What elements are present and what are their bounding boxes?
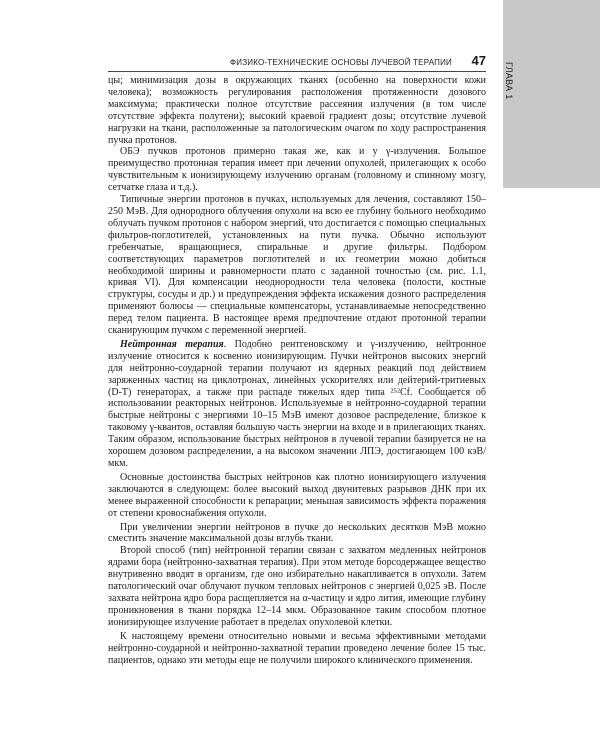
term-heading: Нейтронная терапия — [120, 338, 224, 350]
paragraph: К настоящему времени относительно новыми и весьма эффективными методами нейтронно-соударной и нейтронно-захватной терапии проведено лечение более 15 тыс. пациентов, однако эти методы еще не получили широкого клинического применения. — [108, 630, 486, 666]
chapter-tab — [503, 0, 600, 188]
paragraph-neutron-therapy: Нейтронная терапия. Подобно рентгеновскому и γ-излучению, нейтронное излучение относится к косвенно ионизирующим. Пучки нейтронов высоких энергий для нейтронно-соударной терапии получают из ядерных реакций под действием заряженных частиц на циклотронах, линейных ускорителях или дейтерий-тритиевых (D-T) генераторах, а также при распаде тяжелых ядер типа ²⁵²Cf. Сообщается об использовании реакторных нейтронов. Используемые в нейтронно-соударной терапии быстрые нейтроны с энергиями 10–15 МэВ имеют дозовое распределение, близкое к таковому γ-квантов, оставляя большую часть энергии на входе и в прилегающих тканях. Таким образом, использование быстрых нейтронов в лучевой терапии базируется не на хорошем дозовом распределении, а на высоком значении ЛПЭ, достигающем 100 кэВ/мкм. — [108, 338, 487, 469]
page-header — [108, 53, 486, 72]
paragraph: ОБЭ пучков протонов примерно такая же, как и у γ-излучения. Большое преимущество протонная терапия имеет при лечении опухолей, прилегающих к особо чувствительным к ионизирующему излучению органам (головному и спинному мозгу, сетчатке глаза и т.д.). — [108, 146, 486, 194]
paragraph: Второй способ (тип) нейтронной терапии связан с захватом медленных нейтронов ядрами бора (нейтронно-захватная терапия). При этом методе борсодержащее вещество внутривенно вводят в организм, где оно избирательно накапливается в опухоли. Затем патологический очаг облучают пучком тепловых нейтронов с энергией 0,025 эВ. После захвата нейтрона ядро бора расщепляется на α-частицу и ядро лития, имеющие глубину проникновения в ткани порядка 12–14 мкм. Образованное таким способом плотное ионизирующее излучение работает в пределах опухолевой клетки. — [108, 545, 486, 628]
running-title: ФИЗИКО-ТЕХНИЧЕСКИЕ ОСНОВЫ ЛУЧЕВОЙ ТЕРАПИИ — [230, 58, 452, 67]
paragraph-text: Подобно рентгеновскому и γ-излучению, нейтронное излучение относится к косвенно ионизирующим. Пучки нейтронов высоких энергий для нейтронно-соударной терапии получают из ядерных реакций под действием заряженных частиц на циклотронах, линейных ускорителях или дейтерий-тритиевых (D-T) генераторах, а также при распаде тяжелых ядер типа ²⁵²Cf. Сообщается об использовании реакторных нейтронов. Используемые в нейтронно-соударной терапии быстрые нейтроны с энергиями 10–15 МэВ имеют дозовое распределение, близкое к таковому γ-квантов, оставляя большую часть энергии на входе и в прилегающих тканях. Таким образом, использование быстрых нейтронов в лучевой терапии базируется не на хорошем дозовом распределении, а на высоком значении ЛПЭ, достигающем 100 кэВ/мкм. — [108, 338, 487, 469]
body-text — [108, 75, 486, 666]
paragraph: Типичные энергии протонов в пучках, используемых для лечения, составляют 150–250 МэВ. Для однородного облучения опухоли на всю ее глубину больного необходимо облучать пучком протонов с набором энергий, что достигается с помощью специальных фильтров-поглотителей, установленных на пути пучка. Обычно используют гребенчатые, вращающиеся, спиральные и другие фильтры. Подбором соответствующих параметров поглотителей и их геометрии можно добиться необходимой ширины и равномерности плато с заданной точностью (см. рис. 1.1, кривая VI). Для компенсации неоднородности тела человека (полости, костные структуры, сосуды и др.) и предупреждения эффекта искажения дозного распределения применяют болюсы — специальные компенсаторы, устанавливаемые непосредственно перед телом пациента. В настоящее время предпочтение отдают протонной терапии сканирующим пучком с переменной энергией. — [108, 194, 486, 337]
chapter-label: ГЛАВА 1 — [504, 62, 514, 100]
paragraph: При увеличении энергии нейтронов в пучке до нескольких десятков МэВ можно сместить значение максимальной дозы вглубь ткани. — [108, 521, 486, 545]
paragraph: цы; минимизация дозы в окружающих тканях (особенно на поверхности кожи человека); возможность регулирования расположения протяженности дозового максимума; практически полное отсутствие рассеяния излучения (в том числе отсутствие эффекта полутени); высокий краевой градиент дозы; отсутствие лучевой нагрузки на ткани, расположенные за патологическим очагом по ходу распространения пучка протонов. — [108, 75, 486, 146]
page-number: 47 — [471, 53, 486, 68]
paragraph: Основные достоинства быстрых нейтронов как плотно ионизирующего излучения заключаются в следующем: более высокий выход двунитевых разрывов ДНК при их менее выраженной способности к репарации; меньшая зависимость эффекта поражения от степени кровоснабжения опухоли. — [108, 471, 486, 519]
